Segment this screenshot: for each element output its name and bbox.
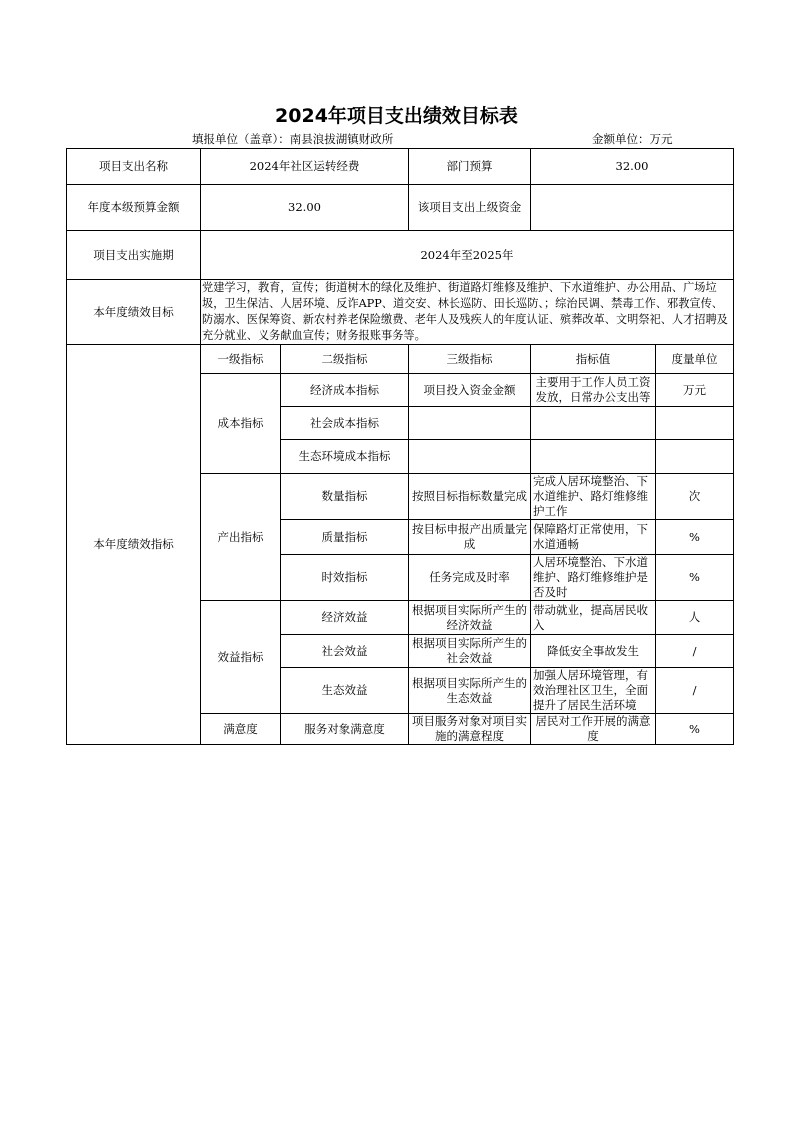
indicator-unit: 次 [656, 474, 734, 520]
indicator-unit: 万元 [656, 374, 734, 407]
period-label: 项目支出实施期 [67, 231, 201, 280]
level3: 根据项目实际所产生的生态效益 [409, 668, 531, 714]
indicator-unit [656, 407, 734, 440]
indicator-value: 保障路灯正常使用，下水道通畅 [531, 520, 656, 555]
indicator-value: 完成人居环境整治、下水道维护、路灯维修维护工作 [531, 474, 656, 520]
indicator-value: 居民对工作开展的满意度 [531, 714, 656, 745]
level2: 生态效益 [281, 668, 409, 714]
indicators-section-label: 本年度绩效指标 [67, 345, 201, 745]
annual-goal: 党建学习，教育，宣传；街道树木的绿化及维护、街道路灯维修及维护、下水道维护、办公用品、广场垃圾，卫生保洁、人居环境、反诈APP、道交安、林长巡防、田长巡防、；综治民调、禁毒工作、邪教宣传、防溺水、医保筹资、新农村养老保险缴费、老年人及残疾人的年度认证、殡葬改革、文明祭祀、人才招聘及充分就业、义务献血宣传；财务报账事务等。 [201, 280, 734, 345]
level3: 项目投入资金金额 [409, 374, 531, 407]
table-row [67, 280, 734, 345]
indicator-value: 带动就业，提高居民收入 [531, 601, 656, 635]
header-unit: 度量单位 [656, 345, 734, 374]
indicator-unit: % [656, 520, 734, 555]
indicator-value: 人居环境整治、下水道维护、路灯维修维护是否及时 [531, 555, 656, 601]
page-title: 2024年项目支出绩效目标表 [275, 105, 518, 127]
period: 2024年至2025年 [201, 231, 734, 280]
indicator-value: 降低安全事故发生 [531, 635, 656, 668]
level3: 项目服务对象对项目实施的满意程度 [409, 714, 531, 745]
level2: 服务对象满意度 [281, 714, 409, 745]
indicator-value [531, 407, 656, 440]
level3: 根据项目实际所产生的社会效益 [409, 635, 531, 668]
header-level2: 二级指标 [281, 345, 409, 374]
level3 [409, 407, 531, 440]
dept-budget-label: 部门预算 [409, 149, 531, 185]
header-level1: 一级指标 [201, 345, 281, 374]
performance-table [66, 148, 734, 745]
project-name-label: 项目支出名称 [67, 149, 201, 185]
table-row [67, 231, 734, 280]
level1-satisfaction: 满意度 [201, 714, 281, 745]
indicator-unit: % [656, 714, 734, 745]
level3: 按照目标指标数量完成 [409, 474, 531, 520]
level2: 数量指标 [281, 474, 409, 520]
level3: 按目标申报产出质量完成 [409, 520, 531, 555]
header-level3: 三级指标 [409, 345, 531, 374]
level3: 任务完成及时率 [409, 555, 531, 601]
upper-funds-label: 该项目支出上级资金 [409, 185, 531, 231]
reporting-unit: 填报单位（盖章）：南县浪拔湖镇财政所 [192, 132, 394, 146]
indicator-unit: / [656, 635, 734, 668]
amount-unit: 金额单位：万元 [592, 132, 673, 146]
level1-benefit: 效益指标 [201, 601, 281, 714]
indicator-unit: % [656, 555, 734, 601]
indicator-value: 主要用于工作人员工资发放，日常办公支出等 [531, 374, 656, 407]
dept-budget: 32.00 [531, 149, 734, 185]
level1-output: 产出指标 [201, 474, 281, 601]
indicator-unit [656, 440, 734, 474]
table-row [67, 185, 734, 231]
indicator-value: 加强人居环境管理，有效治理社区卫生，全面提升了居民生活环境 [531, 668, 656, 714]
level2: 时效指标 [281, 555, 409, 601]
project-name: 2024年社区运转经费 [201, 149, 409, 185]
level2: 质量指标 [281, 520, 409, 555]
level3 [409, 440, 531, 474]
level3: 根据项目实际所产生的经济效益 [409, 601, 531, 635]
level2: 经济成本指标 [281, 374, 409, 407]
table-row [67, 149, 734, 185]
indicator-value [531, 440, 656, 474]
indicator-unit: 人 [656, 601, 734, 635]
annual-budget-label: 年度本级预算金额 [67, 185, 201, 231]
level2: 社会成本指标 [281, 407, 409, 440]
table-row [67, 345, 734, 374]
header-value: 指标值 [531, 345, 656, 374]
upper-funds [531, 185, 734, 231]
level1-cost: 成本指标 [201, 374, 281, 474]
indicator-unit: / [656, 668, 734, 714]
annual-goal-label: 本年度绩效目标 [67, 280, 201, 345]
level2: 社会效益 [281, 635, 409, 668]
annual-budget: 32.00 [201, 185, 409, 231]
level2: 经济效益 [281, 601, 409, 635]
level2: 生态环境成本指标 [281, 440, 409, 474]
